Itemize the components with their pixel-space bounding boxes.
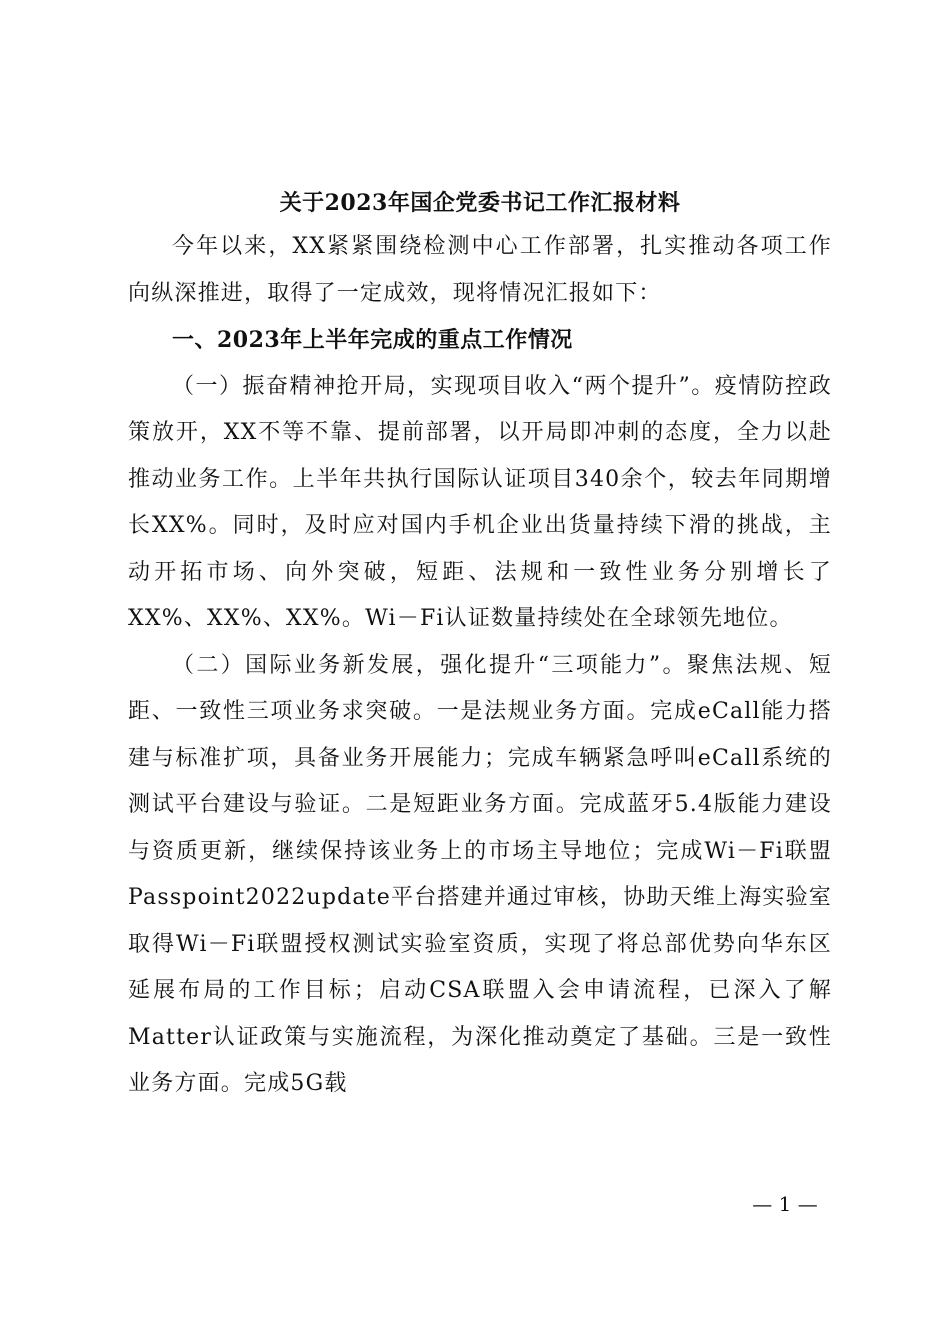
document-body bbox=[128, 188, 832, 1108]
section-heading: 一、2023年上半年完成的重点工作情况 bbox=[172, 327, 573, 353]
paragraph-project-revenue: （一）振奋精神抢开局，实现项目收入“两个提升”。疫情防控政策放开，XX不等不靠、提前部署，以开局即冲刺的态度，全力以赴推动业务工作。上半年共执行国际认证项目340余个，较去年同期增长XX%。同时，及时应对国内手机企业出货量持续下滑的挑战，主动开拓市场、向外突破，短距、法规和一致性业务分别增长了XX%、XX%、XX%。Wi－Fi认证数量持续处在全球领先地位。 bbox=[128, 373, 832, 631]
page-number: — 1 — bbox=[752, 1192, 818, 1216]
document-title: 关于2023年国企党委书记工作汇报材料 bbox=[279, 190, 681, 216]
paragraph-international-business: （二）国际业务新发展，强化提升“三项能力”。聚焦法规、短距、一致性三项业务求突破。一是法规业务方面。完成eCall能力搭建与标准扩项，具备业务开展能力；完成车辆紧急呼叫eCall系统的测试平台建设与验证。二是短距业务方面。完成蓝牙5.4版能力建设与资质更新，继续保持该业务上的市场主导地位；完成Wi－Fi联盟Passpoint2022update平台搭建并通过审核，协助天维上海实验室取得Wi－Fi联盟授权测试实验室资质，实现了将总部优势向华东区延展布局的工作目标；启动CSA联盟入会申请流程，已深入了解Matter认证政策与实施流程，为深化推动奠定了基础。三是一致性业务方面。完成5G载 bbox=[128, 652, 832, 1096]
intro-paragraph: 今年以来，XX紧紧围绕检测中心工作部署，扎实推动各项工作向纵深推进，取得了一定成效，现将情况汇报如下： bbox=[128, 234, 832, 306]
